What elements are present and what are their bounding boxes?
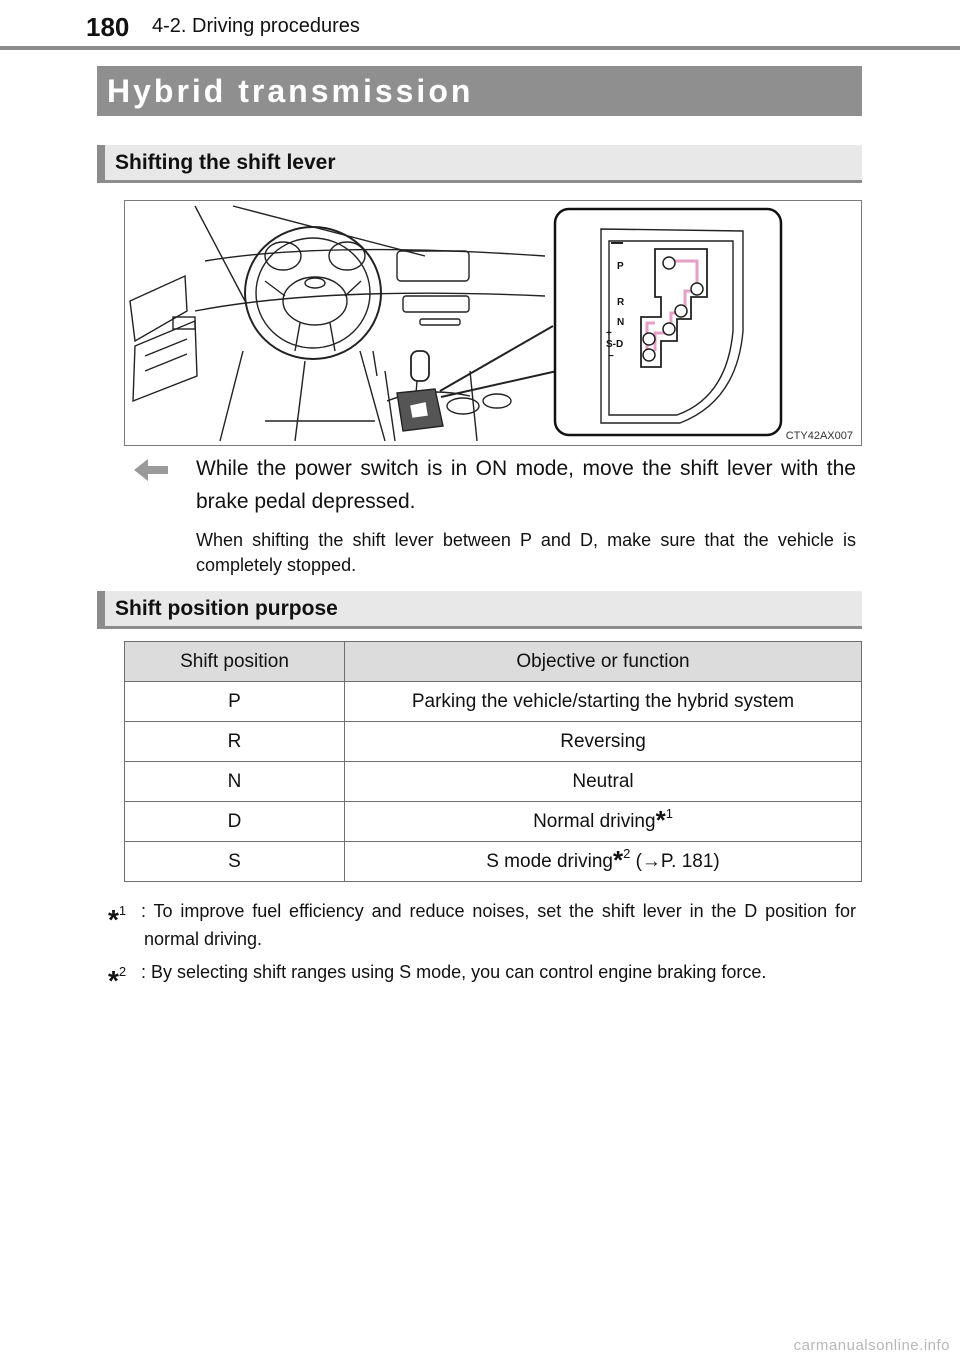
subheading-shift-position-label: Shift position purpose xyxy=(115,597,338,620)
table-row xyxy=(125,802,862,842)
footnote-1 xyxy=(108,897,856,953)
subheading-shifting-label: Shifting the shift lever xyxy=(115,151,336,174)
gate-label-p: P xyxy=(617,261,624,272)
gate-label-plus: + xyxy=(606,328,612,339)
table-row xyxy=(125,842,862,882)
footnote-star: * xyxy=(612,844,624,875)
cell-function xyxy=(345,802,862,842)
gate-label-r: R xyxy=(617,297,625,308)
cell-position: R xyxy=(125,722,345,762)
column-header-function: Objective or function xyxy=(345,642,862,682)
footnote-text: : By selecting shift ranges using S mode, you can control engine braking force. xyxy=(141,962,767,982)
figure-code: CTY42AX007 xyxy=(785,430,853,442)
left-arrow-icon xyxy=(134,457,170,483)
shift-lever-figure xyxy=(124,200,862,446)
cell-function: Reversing xyxy=(345,722,862,762)
page-reference: (→P. 181) xyxy=(630,850,720,872)
cell-position: S xyxy=(125,842,345,882)
footnote-2 xyxy=(108,958,856,996)
footnote-star: * xyxy=(108,965,119,996)
page-number: 180 xyxy=(86,12,130,42)
footnote-number: 1 xyxy=(665,805,673,821)
table-header-row xyxy=(125,642,862,682)
subheading-shift-position xyxy=(97,591,862,629)
table-row xyxy=(125,682,862,722)
footnote-text: : To improve fuel efficiency and reduce noises, set the shift lever in the D position for normal driving. xyxy=(141,901,856,949)
cell-function: Parking the vehicle/starting the hybrid system xyxy=(345,682,862,722)
header-rule xyxy=(0,46,960,50)
subheading-shifting xyxy=(97,145,862,183)
gate-label-n: N xyxy=(617,317,625,328)
cell-function-text: Normal driving xyxy=(533,810,656,832)
cell-function-text: S mode driving xyxy=(486,850,613,872)
cell-function xyxy=(345,842,862,882)
footnote-number: 1 xyxy=(118,903,127,918)
cell-function: Neutral xyxy=(345,762,862,802)
footnote-marker xyxy=(108,958,144,995)
column-header-position: Shift position xyxy=(125,642,345,682)
watermark: carmanualsonline.info xyxy=(793,1337,950,1354)
cell-position: P xyxy=(125,682,345,722)
footnote-marker xyxy=(108,897,144,934)
shift-position-table xyxy=(124,641,862,882)
dashboard-illustration xyxy=(125,201,862,446)
note-text: When shifting the shift lever between P and D, make sure that the vehicle is completely stopped. xyxy=(196,530,856,575)
page-title: Hybrid transmission xyxy=(97,66,862,116)
table-row xyxy=(125,722,862,762)
table-row xyxy=(125,762,862,802)
gate-label-minus: − xyxy=(608,351,614,362)
footnote-star: * xyxy=(108,904,119,935)
footnote-number: 2 xyxy=(118,964,127,979)
gate-label-sd: S-D xyxy=(606,339,624,350)
cell-position: D xyxy=(125,802,345,842)
footnote-number: 2 xyxy=(623,845,631,861)
section-header: 4-2. Driving procedures xyxy=(152,15,360,37)
instruction-text: While the power switch is in ON mode, move the shift lever with the brake pedal depressed. xyxy=(196,457,856,513)
cell-position: N xyxy=(125,762,345,802)
footnote-star: * xyxy=(655,804,666,835)
